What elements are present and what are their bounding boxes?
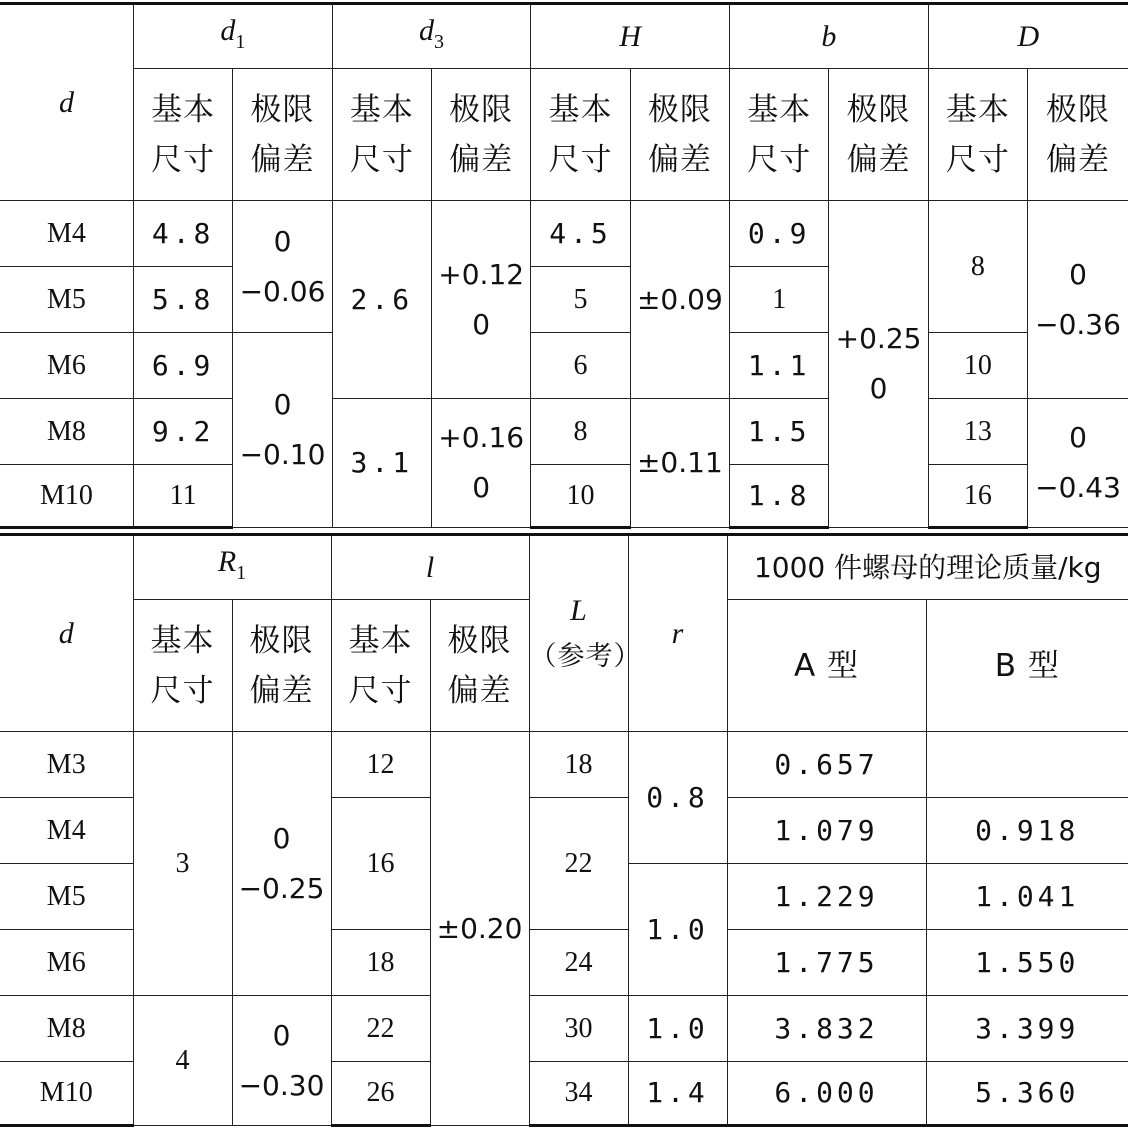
row-label: M6 — [0, 930, 133, 996]
r-value: 1.0 — [628, 996, 727, 1062]
subheader-limit-deviation: 极限 偏差 — [829, 69, 928, 201]
mass-a: 1.775 — [727, 930, 926, 996]
dimensions-table — [0, 2, 1128, 529]
R1-basic: 3 — [133, 732, 232, 996]
header-d: d — [0, 535, 133, 732]
subheader-limit-deviation: 极限 偏差 — [432, 69, 531, 201]
l-deviation: ±0.20 — [430, 732, 529, 1126]
d1-basic: 9.2 — [133, 399, 232, 465]
mass-b — [926, 732, 1128, 798]
row-label: M3 — [0, 732, 133, 798]
D-basic: 16 — [928, 465, 1027, 528]
R1-deviation: 0 −0.25 — [232, 732, 331, 996]
row-label: M8 — [0, 996, 133, 1062]
r-value: 1.0 — [628, 864, 727, 996]
row-label: M10 — [0, 1062, 133, 1126]
subheader-basic-size: 基本 尺寸 — [133, 69, 232, 201]
H-deviation: ±0.09 — [630, 201, 729, 399]
mass-table — [0, 533, 1128, 1127]
subheader-basic-size: 基本 尺寸 — [133, 600, 232, 732]
D-deviation: 0 −0.36 — [1028, 201, 1128, 399]
row-label: M10 — [0, 465, 133, 528]
mass-b: 5.360 — [926, 1062, 1128, 1126]
H-basic: 5 — [531, 267, 630, 333]
H-basic: 6 — [531, 333, 630, 399]
d1-basic: 6.9 — [133, 333, 232, 399]
subheader-limit-deviation: 极限 偏差 — [430, 600, 529, 732]
L-value: 22 — [529, 798, 628, 930]
d3-deviation: +0.12 0 — [432, 201, 531, 399]
mass-a: 6.000 — [727, 1062, 926, 1126]
header-type-b: B 型 — [926, 600, 1128, 732]
row-label: M4 — [0, 201, 133, 267]
D-basic: 10 — [928, 333, 1027, 399]
l-basic: 26 — [331, 1062, 430, 1126]
row-label: M5 — [0, 267, 133, 333]
H-deviation: ±0.11 — [630, 399, 729, 528]
H-basic: 10 — [531, 465, 630, 528]
L-value: 18 — [529, 732, 628, 798]
row-label: M6 — [0, 333, 133, 399]
d3-deviation: +0.16 0 — [432, 399, 531, 528]
subheader-limit-deviation: 极限 偏差 — [233, 69, 332, 201]
H-basic: 4.5 — [531, 201, 630, 267]
mass-a: 0.657 — [727, 732, 926, 798]
L-value: 24 — [529, 930, 628, 996]
b-basic: 1.1 — [730, 333, 829, 399]
R1-deviation: 0 −0.30 — [232, 996, 331, 1126]
b-basic: 1.8 — [730, 465, 829, 528]
d3-basic: 2.6 — [332, 201, 431, 399]
l-basic: 12 — [331, 732, 430, 798]
L-value: 34 — [529, 1062, 628, 1126]
d3-basic: 3.1 — [332, 399, 431, 528]
d1-basic: 5.8 — [133, 267, 232, 333]
header-H: H — [531, 4, 730, 69]
r-value: 0.8 — [628, 732, 727, 864]
subheader-limit-deviation: 极限 偏差 — [232, 600, 331, 732]
D-deviation: 0 −0.43 — [1028, 399, 1128, 528]
header-l: l — [331, 535, 529, 600]
header-type-a: A 型 — [727, 600, 926, 732]
header-d1: $d_1$ — [133, 4, 332, 69]
l-basic: 16 — [331, 798, 430, 930]
b-deviation: +0.25 0 — [829, 201, 928, 528]
subheader-limit-deviation: 极限 偏差 — [1028, 69, 1128, 201]
subheader-basic-size: 基本 尺寸 — [730, 69, 829, 201]
l-basic: 22 — [331, 996, 430, 1062]
mass-b: 1.550 — [926, 930, 1128, 996]
D-basic: 13 — [928, 399, 1027, 465]
header-d: d — [0, 4, 133, 201]
l-basic: 18 — [331, 930, 430, 996]
subheader-limit-deviation: 极限 偏差 — [630, 69, 729, 201]
subheader-basic-size: 基本 尺寸 — [531, 69, 630, 201]
d1-deviation: 0 −0.10 — [233, 333, 332, 528]
mass-a: 1.079 — [727, 798, 926, 864]
mass-a: 1.229 — [727, 864, 926, 930]
row-label: M8 — [0, 399, 133, 465]
d1-basic: 11 — [133, 465, 232, 528]
subheader-basic-size: 基本 尺寸 — [928, 69, 1027, 201]
d1-basic: 4.8 — [133, 201, 232, 267]
header-R1: $R_1$ — [133, 535, 331, 600]
L-value: 30 — [529, 996, 628, 1062]
b-basic: 1 — [730, 267, 829, 333]
row-label: M5 — [0, 864, 133, 930]
header-b: b — [730, 4, 929, 69]
header-L: L （参考） — [529, 535, 628, 732]
row-label: M4 — [0, 798, 133, 864]
b-basic: 0.9 — [730, 201, 829, 267]
mass-b: 1.041 — [926, 864, 1128, 930]
d1-deviation: 0 −0.06 — [233, 201, 332, 333]
H-basic: 8 — [531, 399, 630, 465]
mass-a: 3.832 — [727, 996, 926, 1062]
header-r: r — [628, 535, 727, 732]
header-d3: $d_3$ — [332, 4, 531, 69]
header-mass: 1000 件螺母的理论质量/kg — [727, 535, 1128, 600]
b-basic: 1.5 — [730, 399, 829, 465]
mass-b: 0.918 — [926, 798, 1128, 864]
header-D: D — [928, 4, 1128, 69]
mass-b: 3.399 — [926, 996, 1128, 1062]
r-value: 1.4 — [628, 1062, 727, 1126]
subheader-basic-size: 基本 尺寸 — [331, 600, 430, 732]
D-basic: 8 — [928, 201, 1027, 333]
R1-basic: 4 — [133, 996, 232, 1126]
subheader-basic-size: 基本 尺寸 — [332, 69, 431, 201]
